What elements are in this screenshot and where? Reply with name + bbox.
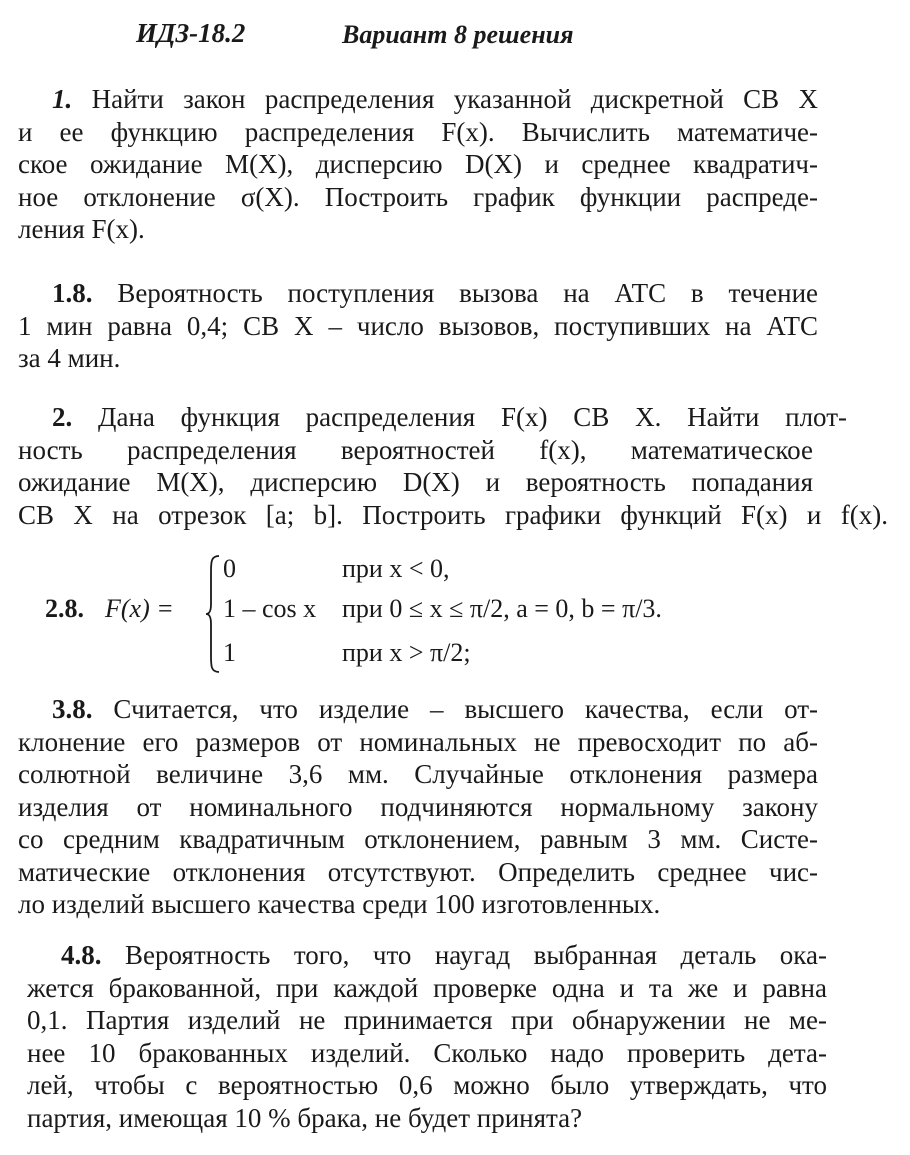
task-line: нее 10 бракованных изделий. Сколько надо проверить дета- xyxy=(27,1037,827,1068)
task-line: солютной величине 3,6 мм. Случайные отклонения размера xyxy=(18,759,818,789)
case-condition: при 0 ≤ x ≤ π/2, a = 0, b = π/3. xyxy=(342,594,662,623)
task-line: 0,1. Партия изделий не принимается при обнаружении не ме- xyxy=(27,1005,827,1035)
case-value: 1 – cos x xyxy=(223,594,317,623)
task-line: 1. Найти закон распределения указанной дискретной СВ X xyxy=(52,84,818,114)
task-2-8-formula xyxy=(45,548,905,678)
assignment-id: ИДЗ-18.2 xyxy=(136,18,246,48)
task-line: ность распределения вероятностей f(x), математическое xyxy=(18,434,813,465)
task-3-8 xyxy=(18,693,818,921)
task-line: 2. Дана функция распределения F(x) СВ X. Найти плот- xyxy=(52,402,847,432)
case-condition: при x < 0, xyxy=(342,554,450,583)
task-line: клонение его размеров от номинальных не превосходит по аб- xyxy=(18,726,818,757)
task-line: изделия от номинального подчиняются нормальному закону xyxy=(18,791,818,822)
task-line: ления F(x). xyxy=(18,214,145,244)
task-line: СВ X на отрезок [a; b]. Построить графики функций F(x) и f(x). xyxy=(18,499,888,530)
document-header xyxy=(0,18,910,58)
task-number: 2.8. xyxy=(45,594,84,623)
task-line: ло изделий высшего качества среди 100 изготовленных. xyxy=(18,889,661,919)
task-line: лей, чтобы с вероятностью 0,6 можно было утверждать, что xyxy=(27,1070,827,1100)
task-line: 3.8. Считается, что изделие – высшего качества, если от- xyxy=(52,694,818,724)
task-line: ожидание M(X), дисперсию D(X) и вероятность попадания xyxy=(18,467,813,497)
task-2-statement xyxy=(18,401,888,531)
task-line: 1.8. Вероятность поступления вызова на АТС в течение xyxy=(52,278,818,308)
task-number: 2. xyxy=(52,402,73,432)
task-line: партия, имеющая 10 % брака, не будет принята? xyxy=(27,1102,583,1133)
left-brace-icon xyxy=(205,554,221,674)
task-line: со средним квадратичным отклонением, равным 3 мм. Систе- xyxy=(18,824,818,854)
task-line: жется бракованной, при каждой проверке одна и та же и равна xyxy=(27,972,827,1003)
variant-title: Вариант 8 решения xyxy=(342,20,574,49)
task-line: ное отклонение σ(X). Построить график функции распреде- xyxy=(18,181,818,212)
case-condition: при x > π/2; xyxy=(342,638,471,667)
task-line: ское ожидание M(X), дисперсию D(X) и среднее квадратич- xyxy=(18,149,818,179)
case-value: 1 xyxy=(223,638,236,667)
task-number: 1. xyxy=(52,84,73,114)
task-1-8 xyxy=(18,277,818,375)
case-value: 0 xyxy=(223,554,236,583)
task-1-statement xyxy=(18,83,818,246)
formula-lhs: F(x) = xyxy=(105,594,174,623)
task-line: 4.8. Вероятность того, что наугад выбранная деталь ока- xyxy=(61,940,827,970)
task-line: и ее функцию распределения F(x). Вычислить математиче- xyxy=(18,116,818,147)
task-line: за 4 мин. xyxy=(18,343,121,373)
task-line: матические отклонения отсутствуют. Определить среднее чис- xyxy=(18,856,818,887)
task-line: 1 мин равна 0,4; СВ X – число вызовов, поступивших на АТС xyxy=(18,310,818,341)
task-number: 3.8. xyxy=(52,694,93,724)
task-number: 4.8. xyxy=(61,940,102,970)
task-number: 1.8. xyxy=(52,278,93,308)
task-4-8 xyxy=(27,939,827,1134)
